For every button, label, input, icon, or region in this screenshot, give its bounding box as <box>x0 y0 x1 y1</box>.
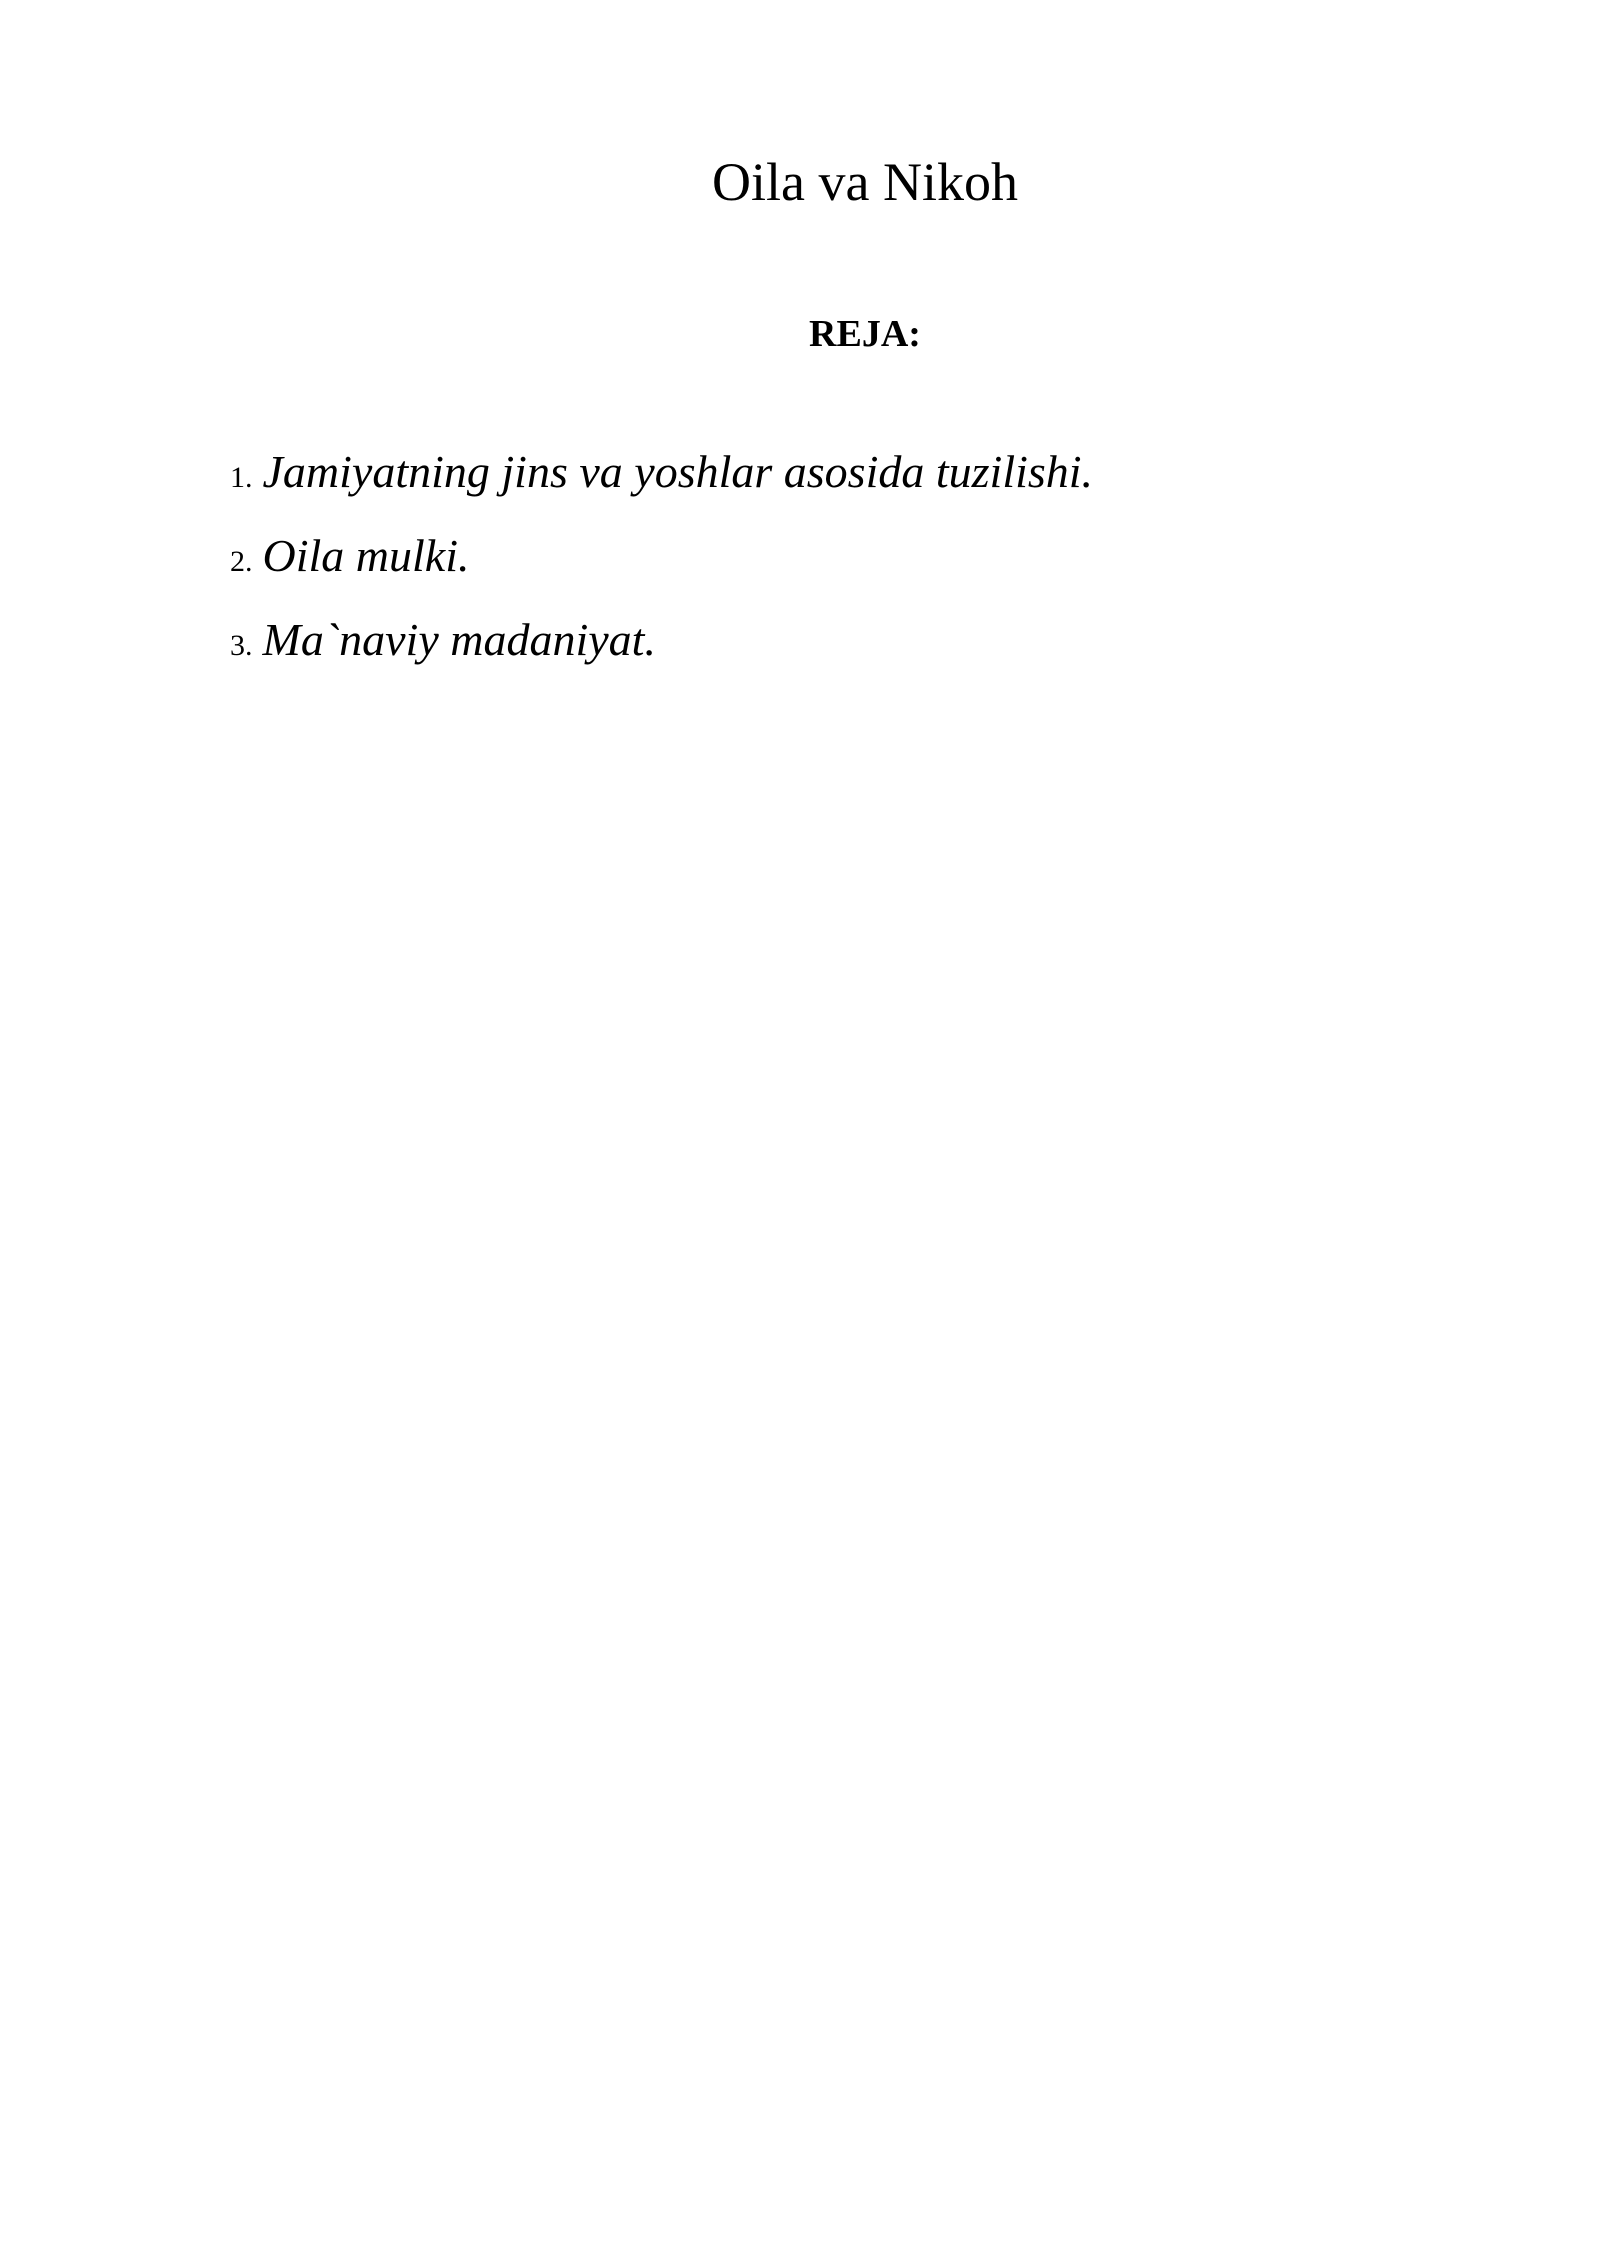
plan-list <box>230 445 1093 697</box>
plan-heading: REJA: <box>809 313 921 355</box>
list-item-number: 3. <box>230 629 253 662</box>
list-item-text: Oila mulki. <box>262 530 470 581</box>
list-item-text: Jamiyatning jins va yoshlar asosida tuzilishi. <box>262 446 1094 497</box>
list-item <box>230 613 1093 697</box>
page-title: Oila va Nikoh <box>712 152 1018 212</box>
list-item-number: 1. <box>230 461 253 494</box>
list-item <box>230 529 1093 613</box>
list-item <box>230 445 1093 529</box>
list-item-number: 2. <box>230 545 253 578</box>
list-item-text: Ma`naviy madaniyat. <box>262 614 656 665</box>
